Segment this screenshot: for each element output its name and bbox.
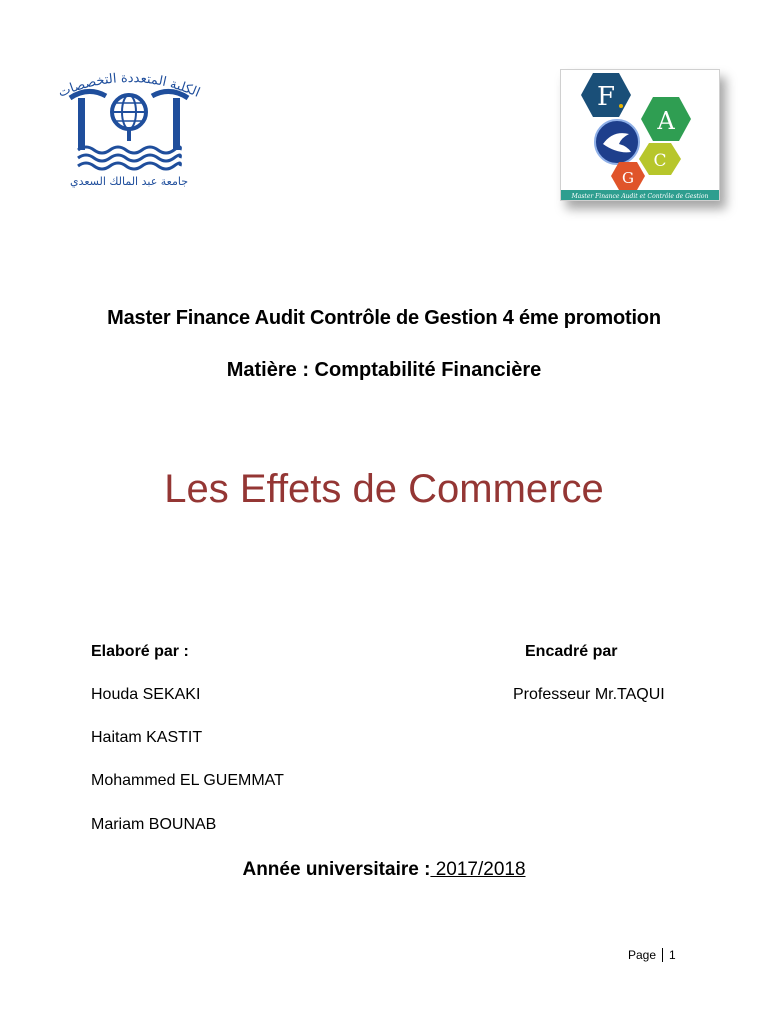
supervisor-label: Encadré par [525, 643, 618, 660]
footer-divider [662, 948, 663, 962]
subject-heading: Matière : Comptabilité Financière [226, 359, 542, 381]
author-name: Houda SEKAKI [91, 686, 201, 703]
university-logo [48, 72, 210, 190]
svg-text:F: F [596, 82, 616, 112]
svg-text:جامعة عبد المالك السعدي: جامعة عبد المالك السعدي [69, 175, 189, 188]
academic-year [0, 859, 768, 881]
author-name: Mariam BOUNAB [91, 816, 217, 833]
academic-year-label: Année universitaire : [242, 859, 431, 880]
svg-text:G: G [622, 169, 634, 187]
master-facg-logo [560, 69, 720, 201]
svg-text:الكلية المتعددة التخصصات: الكلية المتعددة التخصصات [56, 72, 203, 101]
academic-year-value: 2017/2018 [430, 859, 526, 880]
program-heading: Master Finance Audit Contrôle de Gestion 4 éme promotion [107, 307, 661, 329]
supervisor-name: Professeur Mr.TAQUI [513, 686, 665, 703]
svg-text:Master Finance Audit et Contrô: Master Finance Audit et Contrôle de Gestion [571, 193, 709, 200]
document-title: Les Effets de Commerce [164, 467, 604, 511]
author-name: Mohammed EL GUEMMAT [91, 772, 284, 789]
svg-text:A: A [657, 107, 675, 135]
author-name: Haitam KASTIT [91, 729, 203, 746]
authors-label: Elaboré par : [91, 643, 189, 660]
svg-text:C: C [653, 151, 667, 171]
page-label: Page [628, 948, 657, 962]
page-number: 1 [669, 948, 676, 962]
page-footer [628, 948, 676, 962]
